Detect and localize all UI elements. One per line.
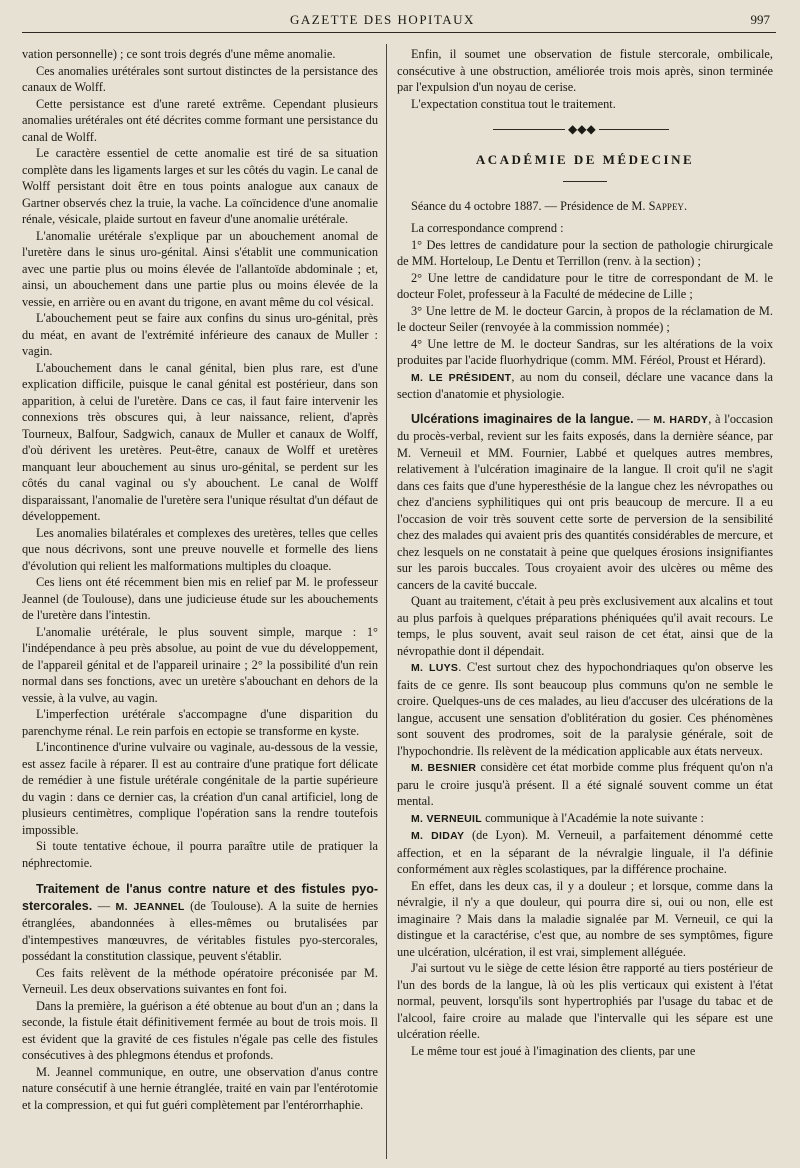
paragraph: M. LUYS. C'est surtout chez des hypochondriaques qu'on observe les faits de ce genre. Ils sont beaucoup plus communs qu'on ne semble le croire. Quelques-uns de ces malades, au lieu d'accuser des ulcérations de la langue, accusent une sensation d'oblitération du gosier. Ces phénomènes sont souvent des prodromes, soit de la paralysie générale, soit de l'hypochondrie. Ils relèvent de la médication applicable aux états nerveux. <box>397 660 773 758</box>
section-heading: ACADÉMIE DE MÉDECINE <box>475 152 695 167</box>
header-rule <box>22 32 776 33</box>
column-divider <box>386 44 387 1159</box>
paragraph: M. Jeannel communique, en outre, une observation d'anus contre nature consécutif à une hernie étranglée, traité en vain par l'entérotomie et la compression, et qui fut guéri complètement par l'entérorrhaphie. <box>22 1064 378 1112</box>
list-item: 2° Une lettre de candidature pour le titre de correspondant de M. le docteur Folet, professeur à la Faculté de médecine de Lille ; <box>397 270 773 301</box>
seance-line: Séance du 4 octobre 1887. — Présidence de M. Sappey. <box>411 198 688 213</box>
section-paragraph <box>22 881 378 965</box>
paragraph: Le caractère essentiel de cette anomalie est tiré de sa situation complète dans les ligaments larges et sur les côtés du vagin. Le canal de Wolff persistant doit être en tous points analogue aux canaux de Gartner observés chez la truie, la vache. La coïncidence d'une anomalie rénale, vésicale, plaide surtout en faveur d'une anomalie urétérale. <box>22 146 378 226</box>
president-name: Sappey <box>648 198 684 213</box>
section-paragraph: Ulcérations imaginaires de la langue. — M. HARDY, à l'occasion du procès-verbal, revient sur les faits exposés, dans la dernière séance, par M. Verneuil et MM. Fournier, Labbé et quelques autres membres, relativement à l'ulcération imaginaire de la langue. Il croit qu'il ne s'agit dans ces faits que d'une hyperesthésie de la langue chez les névropathes ou chez d'anciens syphilitiques qui ont pris beaucoup de mercure. Il a eu l'occasion de voir très souvent cette sorte de perversion de la sensibilité chez des malades qui avaient pris des quantités considérables de mercure, et chez lesquels on ne constatait à peine que quelques érosions insignifiantes sur les parois buccales. Tous croyaient avoir des ulcères ou même des cancers de la cavité buccale. <box>397 411 774 592</box>
ornamental-rule <box>493 122 669 136</box>
dash: — <box>92 898 116 913</box>
paragraph: Enfin, il soumet une observation de fistule stercorale, ombilicale, consécutive à une obstruction, améliorée trois mois après, sinon terminée par l'expulsion d'un noyau de cerise. <box>397 47 773 94</box>
speaker-name: M. HARDY <box>653 413 709 426</box>
list-item: 3° Une lettre de M. le docteur Garcin, à propos de la réclamation de M. le docteur Seiler (renvoyée à la commission nommée) ; <box>397 303 773 334</box>
paragraph: L'imperfection urétérale s'accompagne d'une disparition du parenchyme rénal. Le rein parfois en ectopie se transforme en kyste. <box>22 707 378 738</box>
section-text: (de Toulouse). A la suite de hernies étranglées, abandonnées à elles-mêmes ou brutalisées par d'intempestives manœuvres, de véritables fistules pyo-stercorales, possédant la constitution classique, peuvent s'établir. <box>22 898 378 963</box>
left-column <box>22 46 378 1113</box>
paragraph: Quant au traitement, c'était à peu près exclusivement aux alcalins et tout au plus parfois à quelques préparations phéniquées qu'il avait recours. Le temps, le plus souvent, avait seul raison de cet état, ainsi que de la névropathie dont il dépendait. <box>397 594 773 658</box>
paragraph: L'anomalie urétérale s'explique par un abouchement anomal de l'uretère dans le sinus uro-génital. Ainsi s'établit une communication avec une partie plus ou moins élevée de l'allantoïde abdominale ; et, ainsi, un abouchement dans une partie plus ou moins élevée de la vessie, en arrière ou en avant du trigone, en avant même du col vésical. <box>22 228 378 309</box>
paragraph: Dans la première, la guérison a été obtenue au bout d'un an ; dans la seconde, la fistule était définitivement fermée au bout de trois mois. Il est évident que la gravité de ces fistules n'égale pas celle des fistules consécutives à des phlegmons étendus et profonds. <box>22 998 378 1062</box>
running-title: GAZETTE DES HOPITAUX <box>290 12 475 27</box>
speaker-name: M. LUYS <box>411 662 459 674</box>
paragraph: L'anomalie urétérale, le plus souvent simple, marque : 1° l'indépendance à peu près absolue, au point de vue du développement, de l'appareil génital et de l'appareil urinaire ; 2° la possibilité d'un rein normal dans ses fonctions, avec un uretère s'abouchant en dehors de la vessie, à la vulve, au vagin. <box>22 624 378 705</box>
paragraph: Si toute tentative échoue, il pourra paraître utile de pratiquer la néphrectomie. <box>22 839 378 870</box>
author-name: M. JEANNEL <box>115 900 185 913</box>
speaker-name: M. BESNIER <box>411 762 477 774</box>
paragraph: Cette persistance est d'une rareté extrême. Cependant plusieurs anomalies urétérales ont été décrites comme formant une persistance du canal de Wolff. <box>22 96 378 144</box>
paragraph: M. BESNIER considère cet état morbide comme plus fréquent qu'on n'a paru le croire jusqu'à présent. Il a été signalé souvent comme un état mental. <box>397 760 773 808</box>
paragraph: Ces faits relèvent de la méthode opératoire préconisée par M. Verneuil. Les deux observations suivantes en font foi. <box>22 965 378 996</box>
paragraph: Ces liens ont été récemment bien mis en relief par M. le professeur Jeannel (de Toulouse), dans une judicieuse étude sur les abouchements de l'uretère dans l'intestin. <box>22 575 378 622</box>
list-item: 4° Une lettre de M. le docteur Sandras, sur les altérations de la voix produites par l'acide fluorhydrique (comm. MM. Féréol, Proust et Hérard). <box>397 336 773 367</box>
paragraph: L'abouchement peut se faire aux confins du sinus uro-génital, près du méat, en avant de l'extrémité inférieure des canaux de Muller : vagin. <box>22 311 378 358</box>
paragraph: M. VERNEUIL communique à l'Académie la note suivante : <box>411 810 704 825</box>
ornament: ◆◆◆ <box>565 122 599 136</box>
paragraph: L'incontinence d'urine vulvaire ou vaginale, au-dessous de la vessie, est assez facile à réparer. Il est au contraire d'une pratique fort délicate de remédier à une fistule urétérale congénitale de la partie supérieure du vagin : dans ce dernier cas, la création d'un canal artificiel, long de plusieurs centimètres, complique l'opération sans la rendre toutefois impossible. <box>22 740 378 837</box>
paragraph: Les anomalies bilatérales et complexes des uretères, telles que celles que nous décrivons, sont une preuve nouvelle et formelle des liens d'évolution qui relient les malformations multiples du cloaque. <box>22 525 378 573</box>
list-item: 1° Des lettres de candidature pour la section de pathologie chirurgicale de MM. Horteloup, Le Dentu et Terrillon (renv. à la section) ; <box>397 237 773 268</box>
paragraph: M. LE PRÉSIDENT, au nom du conseil, déclare une vacance dans la section d'anatomie et physiologie. <box>397 369 773 401</box>
page-number: 997 <box>750 12 770 27</box>
speaker-name: M. LE PRÉSIDENT <box>411 371 512 384</box>
paragraph: L'abouchement dans le canal génital, bien plus rare, est d'une explication difficile, puisque le canal génital est postérieur, dans son apparition, à celui de l'uretère. Dans ce cas, il faut faire intervenir les connexions très obscures qui, à leur naissance, relient, d'après Tourneux, Balfour, Sadgwich, canaux de Muller et canaux de Wolff, d'où dérivent les uretères. Peut-être, canaux de Wolff et uretères manquant leur abouchement au sinus uro-génital, se perdent sur les côtés du canal vaginal ou s'y abouchent. Le canal de Wolff disparaissant, l'anomalie de l'uretère sera l'unique résultat d'un défaut de développement. <box>22 360 378 523</box>
paragraph: La correspondance comprend : <box>411 221 564 235</box>
paragraph: En effet, dans les deux cas, il y a douleur ; et lorsque, comme dans la névralgie, il n'y a que douleur, qui pourra dire si, oui ou non, elle est imaginaire ? Mais dans la maladie signalée par M. Verneuil, ce qui la distingue et la caractérise, c'est que, au nombre de ses symptômes, figure une ulcération, ulcération, il est vrai, simplement alléguée. <box>397 878 773 959</box>
speaker-name: M. DIDAY <box>411 830 465 842</box>
paragraph: J'ai surtout vu le siège de cette lésion être rapporté au tiers postérieur de l'un des bords de la langue, là où les plis verticaux qui existent à l'état normal, peuvent, lorsqu'ils sont hypertrophiés par l'usage du tabac et de l'alcool, faire croire au malade que l'intervalle qui les sépare est une ulcération réelle. <box>397 961 773 1041</box>
short-rule <box>563 181 607 182</box>
page-header <box>110 12 770 30</box>
paragraph: L'expectation constitua tout le traitement. <box>411 96 616 111</box>
paragraph: M. DIDAY (de Lyon). M. Verneuil, a parfaitement dénommé cette affection, et en la séparant de la névralgie linguale, il l'a définie conformément aux règles scolastiques, par la différence prochaine. <box>397 828 773 876</box>
speaker-name: M. VERNEUIL <box>411 812 482 825</box>
paragraph: vation personnelle) ; ce sont trois degrés d'une même anomalie. <box>22 47 336 61</box>
section-title: Ulcérations imaginaires de la langue. <box>411 411 634 426</box>
right-column <box>397 46 773 1059</box>
paragraph: Le même tour est joué à l'imagination des clients, par une <box>411 1043 696 1058</box>
paragraph: Ces anomalies urétérales sont surtout distinctes de la persistance des canaux de Wolff. <box>22 63 378 94</box>
section-title: Traitement de l'anus contre nature et des fistules pyo-stercorales. <box>22 882 378 913</box>
